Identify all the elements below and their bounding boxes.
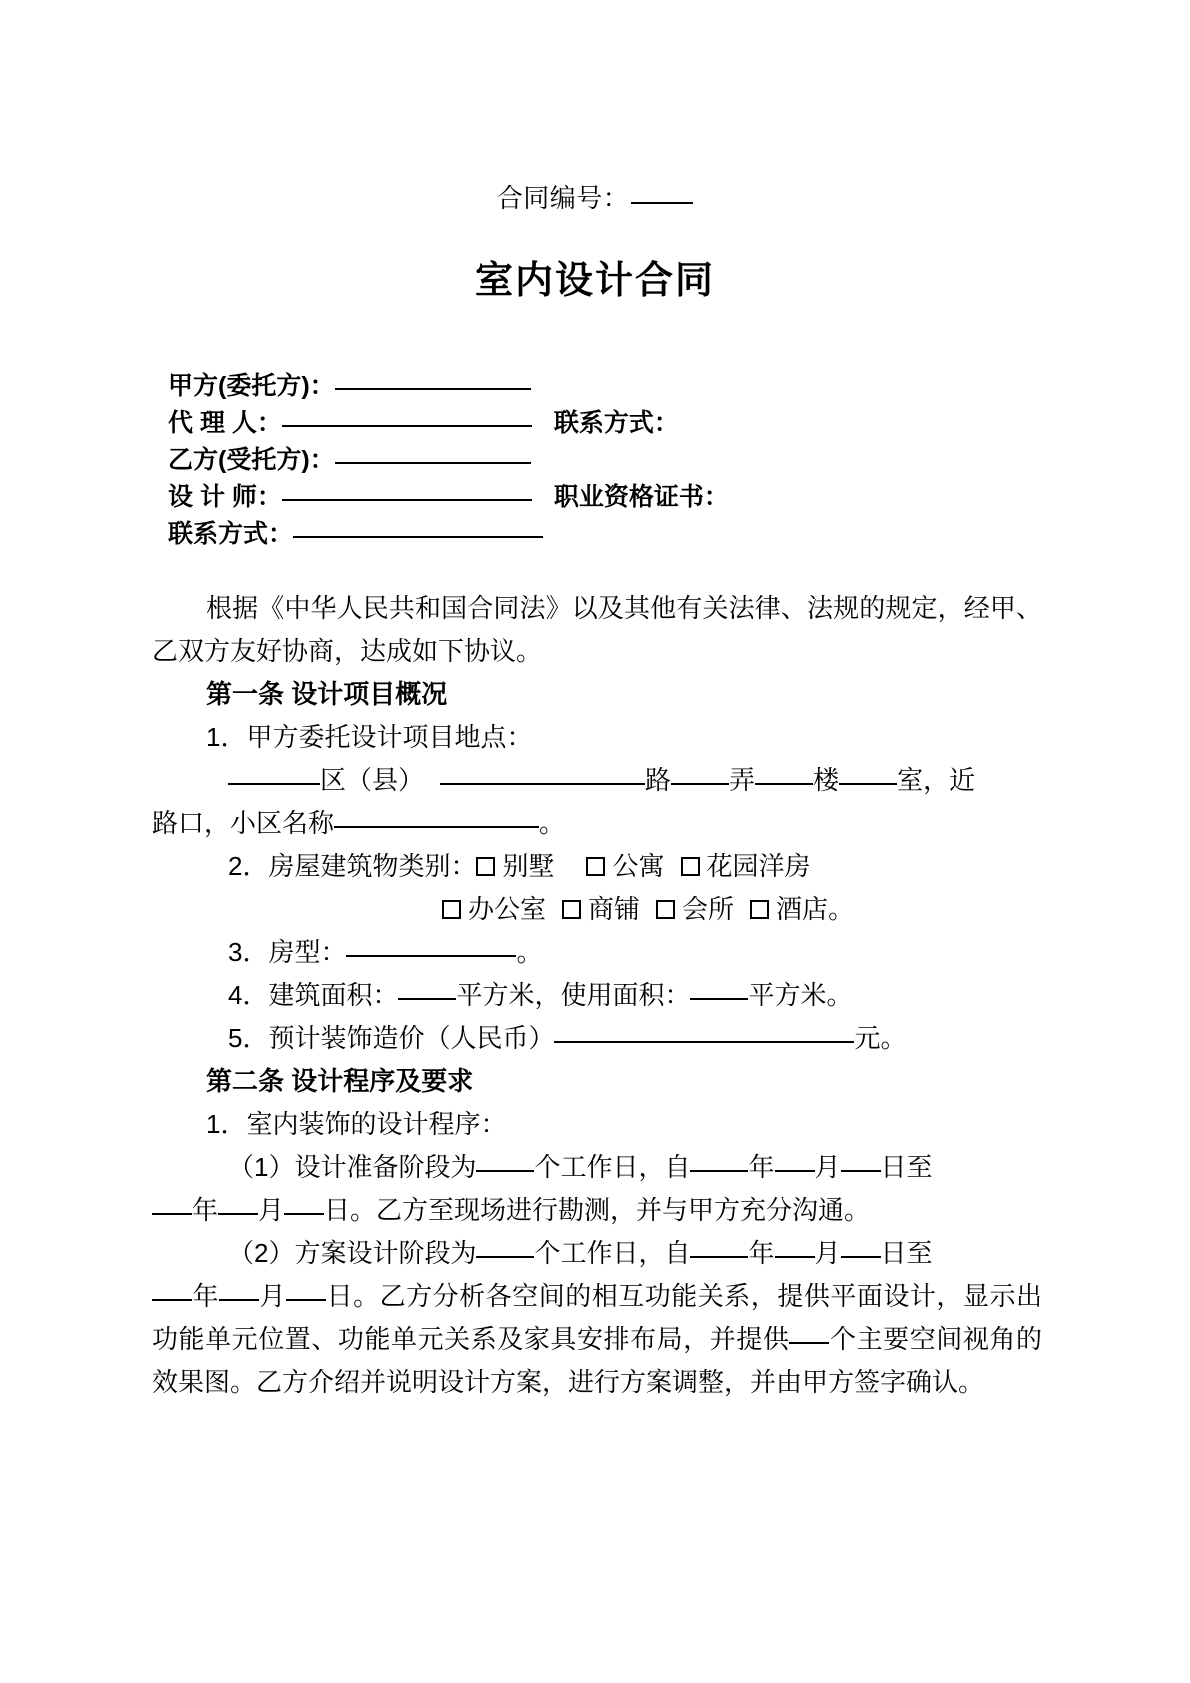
room-type-label: 3．房型： (228, 937, 347, 967)
room-type-blank[interactable] (346, 955, 516, 957)
scheme-stage-description-2: 个主要空间视角的效果图。乙方介绍并说明设计方案，进行方案调整，并由甲方签字确认。 (152, 1324, 1042, 1397)
party-label-designer-party: 乙方(受托方)： (168, 446, 335, 474)
address-room-blank[interactable] (839, 783, 897, 785)
building-type-label: 2．房屋建筑物类别： (228, 851, 477, 881)
render-count-blank[interactable] (789, 1342, 829, 1344)
prep-start-year-blank[interactable] (690, 1170, 748, 1172)
scheme-end-month-blank[interactable] (219, 1299, 259, 1301)
checkbox-label-shop: 商铺 (588, 894, 641, 924)
section-1-address-line (152, 759, 1042, 802)
checkbox-label-villa: 别墅 (502, 851, 555, 881)
party-row-client-agent (168, 405, 1190, 442)
address-building-label: 楼 (813, 765, 840, 795)
checkbox-hotel[interactable] (750, 900, 769, 919)
prep-end-year-blank[interactable] (152, 1213, 192, 1215)
party-label-qualification: 职业资格证书： (553, 483, 729, 511)
party-blank-contact[interactable] (293, 536, 543, 538)
address-room-label: 室，近 (897, 765, 976, 795)
usable-area-unit: 平方米。 (748, 980, 853, 1010)
contract-number-label: 合同编号： (496, 183, 630, 213)
section-1-heading: 第一条 设计项目概况 (206, 679, 448, 709)
prep-start-month-label: 月 (814, 1152, 841, 1182)
checkbox-office[interactable] (442, 900, 461, 919)
scheme-stage-days-blank[interactable] (476, 1256, 534, 1258)
address-road-blank[interactable] (440, 783, 645, 785)
party-row-designer (168, 479, 1190, 516)
party-blank-client[interactable] (335, 388, 531, 390)
prep-stage-description: 日。乙方至现场进行勘测，并与甲方充分沟通。 (324, 1195, 871, 1225)
party-blank-designer[interactable] (282, 499, 532, 501)
usable-area-label: 平方米，使用面积： (456, 980, 691, 1010)
party-blank-client-agent[interactable] (282, 425, 532, 427)
prep-start-day-blank[interactable] (841, 1170, 881, 1172)
section-1-item-3 (152, 931, 1042, 974)
section-1-item-1: 1．甲方委托设计项目地点： (206, 722, 533, 752)
built-area-label: 4．建筑面积： (228, 980, 399, 1010)
address-road-label: 路 (645, 765, 672, 795)
address-building-blank[interactable] (755, 783, 813, 785)
room-type-period: 。 (516, 937, 543, 967)
checkbox-label-hotel: 酒店 (776, 894, 829, 924)
section-1-item-4 (152, 974, 1042, 1017)
parties-block (0, 304, 1190, 553)
address-district-blank[interactable] (228, 783, 320, 785)
prep-end-year-label: 年 (192, 1195, 219, 1225)
prep-end-day-blank[interactable] (284, 1213, 324, 1215)
scheme-end-day-blank[interactable] (286, 1299, 326, 1301)
section-1-item-5 (152, 1017, 1042, 1060)
party-label-client-contact: 联系方式： (553, 409, 679, 437)
contract-number-line (0, 0, 1190, 215)
address-community-blank[interactable] (334, 826, 539, 828)
scheme-start-day-label: 日至 (880, 1238, 933, 1268)
scheme-end-month-label: 月 (259, 1281, 287, 1311)
scheme-start-month-label: 月 (814, 1238, 841, 1268)
prep-start-month-blank[interactable] (775, 1170, 815, 1172)
scheme-start-year-label: 年 (748, 1238, 775, 1268)
section-2-heading: 第二条 设计程序及要求 (206, 1066, 474, 1096)
prep-end-month-label: 月 (258, 1195, 285, 1225)
checkbox-villa[interactable] (476, 857, 495, 876)
preamble-paragraph: 根据《中华人民共和国合同法》以及其他有关法律、法规的规定，经甲、乙双方友好协商，达成如下协议。 (152, 593, 1042, 666)
contract-number-blank[interactable] (631, 202, 693, 204)
section-2-paragraph-1 (152, 1146, 1042, 1189)
section-1-address-line-2 (152, 802, 1042, 845)
checkbox-label-garden-house: 花园洋房 (706, 851, 811, 881)
address-lane-label: 弄 (729, 765, 756, 795)
scheme-start-day-blank[interactable] (841, 1256, 881, 1258)
section-2-paragraph-2-cont (152, 1275, 1042, 1404)
checkbox-label-office: 办公室 (468, 894, 547, 924)
budget-blank[interactable] (554, 1041, 854, 1043)
prep-start-year-label: 年 (748, 1152, 775, 1182)
prep-stage-days-blank[interactable] (476, 1170, 534, 1172)
checkbox-label-clubhouse: 会所 (682, 894, 735, 924)
scheme-start-year-blank[interactable] (690, 1256, 748, 1258)
section-1-item-2-row-2 (152, 888, 1042, 931)
checkbox-apartment[interactable] (586, 857, 605, 876)
party-row-designer-party (168, 442, 1190, 479)
party-label-designer: 设 计 师： (168, 483, 282, 511)
party-label-client-agent: 代 理 人： (168, 409, 282, 437)
party-label-contact: 联系方式： (168, 520, 294, 548)
scheme-stage-description: 日。乙方分析各空间的相互功能关系，提供平面设计，显示出功能单元位置、功能单元关系及家具安排布局，并提供 (152, 1281, 1042, 1354)
scheme-end-year-label: 年 (192, 1281, 220, 1311)
checkbox-clubhouse[interactable] (656, 900, 675, 919)
document-body (0, 553, 1190, 1404)
checkbox-garden-house[interactable] (681, 857, 700, 876)
usable-area-blank[interactable] (690, 998, 748, 1000)
budget-unit: 元。 (854, 1023, 907, 1053)
address-period: 。 (539, 808, 566, 838)
budget-label: 5．预计装饰造价（人民币） (228, 1023, 555, 1053)
party-row-client (168, 368, 1190, 405)
scheme-start-month-blank[interactable] (775, 1256, 815, 1258)
scheme-end-year-blank[interactable] (152, 1299, 192, 1301)
built-area-blank[interactable] (398, 998, 456, 1000)
prep-stage-days-unit: 个工作日，自 (534, 1152, 691, 1182)
checkbox-label-apartment: 公寓 (612, 851, 665, 881)
party-label-client: 甲方(委托方)： (168, 372, 335, 400)
checkbox-shop[interactable] (562, 900, 581, 919)
section-2-paragraph-1-cont (152, 1189, 1042, 1232)
section-2-item-1: 1．室内装饰的设计程序： (206, 1109, 507, 1139)
prep-end-month-blank[interactable] (218, 1213, 258, 1215)
prep-start-day-label: 日至 (880, 1152, 933, 1182)
page-title: 室内设计合同 (474, 257, 715, 302)
address-crossroad-label: 路口，小区名称 (152, 808, 335, 838)
party-blank-designer-party[interactable] (335, 462, 531, 464)
party-row-contact (168, 516, 1190, 553)
building-type-period: 。 (828, 894, 855, 924)
scheme-stage-days-unit: 个工作日，自 (534, 1238, 691, 1268)
section-2-paragraph-2 (152, 1232, 1042, 1275)
address-lane-blank[interactable] (671, 783, 729, 785)
address-district-label: 区（县） (320, 765, 425, 795)
scheme-stage-label: （2）方案设计阶段为 (228, 1238, 477, 1268)
prep-stage-label: （1）设计准备阶段为 (228, 1152, 477, 1182)
section-1-item-2 (152, 845, 1042, 888)
